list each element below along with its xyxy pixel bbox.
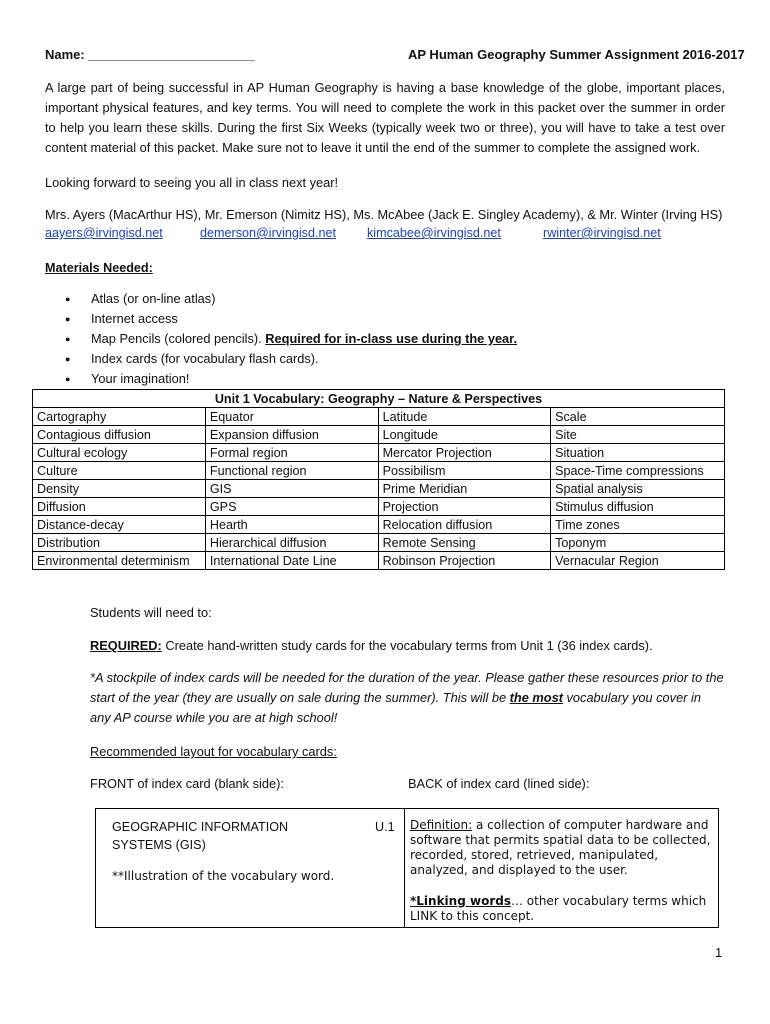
front-label: FRONT of index card (blank side): bbox=[90, 776, 284, 791]
bullet-icon: ● bbox=[65, 354, 71, 364]
table-cell: Space-Time compressions bbox=[551, 462, 725, 480]
required-note: Required for in-class use during the year. bbox=[265, 331, 518, 346]
table-cell: Spatial analysis bbox=[551, 480, 725, 498]
table-row bbox=[33, 480, 725, 498]
back-label: BACK of index card (lined side): bbox=[408, 776, 590, 791]
table-cell: Longitude bbox=[378, 426, 551, 444]
table-row bbox=[33, 552, 725, 570]
table-cell: Projection bbox=[378, 498, 551, 516]
list-item: ● Your imagination! bbox=[65, 369, 517, 389]
table-cell: Relocation diffusion bbox=[378, 516, 551, 534]
table-cell: Environmental determinism bbox=[33, 552, 206, 570]
card-definition: Definition: a collection of computer hardware and software that permits spatial data to be collected, recorded, stored, retrieved, manipulated, analyzed, and displayed to the user. bbox=[410, 818, 711, 877]
table-cell: Site bbox=[551, 426, 725, 444]
name-field-label: Name: _______________________ bbox=[45, 47, 255, 62]
materials-heading: Materials Needed: bbox=[45, 261, 153, 275]
bullet-icon: ● bbox=[65, 374, 71, 384]
table-cell: Vernacular Region bbox=[551, 552, 725, 570]
vocabulary-table bbox=[32, 389, 725, 570]
list-item: ● Map Pencils (colored pencils). Required for in-class use during the year. bbox=[65, 329, 517, 349]
list-item: ● Internet access bbox=[65, 309, 517, 329]
table-cell: Cultural ecology bbox=[33, 444, 206, 462]
email-link-winter[interactable]: rwinter@irvingisd.net bbox=[543, 226, 661, 240]
table-cell: Robinson Projection bbox=[378, 552, 551, 570]
teachers-line: Mrs. Ayers (MacArthur HS), Mr. Emerson (Nimitz HS), Ms. McAbee (Jack E. Singley Academy), & Mr. Winter (Irving HS) bbox=[45, 207, 723, 222]
table-cell: Mercator Projection bbox=[378, 444, 551, 462]
bullet-icon: ● bbox=[65, 314, 71, 324]
table-cell: Cartography bbox=[33, 408, 206, 426]
table-cell: GPS bbox=[205, 498, 378, 516]
card-linking-words: *Linking words… other vocabulary terms which LINK to this concept. bbox=[410, 894, 707, 923]
email-link-mcabee[interactable]: kimcabee@irvingisd.net bbox=[367, 226, 501, 240]
table-row bbox=[33, 516, 725, 534]
table-cell: Equator bbox=[205, 408, 378, 426]
students-lead: Students will need to: bbox=[90, 605, 212, 620]
card-divider bbox=[404, 809, 405, 927]
table-cell: Diffusion bbox=[33, 498, 206, 516]
table-cell: Density bbox=[33, 480, 206, 498]
table-row bbox=[33, 498, 725, 516]
email-link-emerson[interactable]: demerson@irvingisd.net bbox=[200, 226, 336, 240]
table-cell: Remote Sensing bbox=[378, 534, 551, 552]
index-card-note: *A stockpile of index cards will be needed for the duration of the year. Please gather these resources prior to the start of the year (they are usually on sale during the summer). This will be the most vocabulary you cover in any AP course while you are at high school! bbox=[90, 670, 724, 725]
table-row bbox=[33, 408, 725, 426]
table-cell: Distribution bbox=[33, 534, 206, 552]
bullet-icon: ● bbox=[65, 294, 71, 304]
closing-line: Looking forward to seeing you all in class next year! bbox=[45, 175, 339, 190]
table-cell: Scale bbox=[551, 408, 725, 426]
materials-list bbox=[65, 289, 517, 389]
layout-heading: Recommended layout for vocabulary cards: bbox=[90, 744, 337, 759]
table-cell: Functional region bbox=[205, 462, 378, 480]
table-cell: GIS bbox=[205, 480, 378, 498]
table-cell: Situation bbox=[551, 444, 725, 462]
table-cell: International Date Line bbox=[205, 552, 378, 570]
required-instruction: REQUIRED: Create hand-written study cards for the vocabulary terms from Unit 1 (36 index cards). bbox=[90, 638, 653, 653]
list-item: ● Index cards (for vocabulary flash cards). bbox=[65, 349, 517, 369]
table-cell: Possibilism bbox=[378, 462, 551, 480]
table-cell: Distance-decay bbox=[33, 516, 206, 534]
table-cell: Hierarchical diffusion bbox=[205, 534, 378, 552]
page-title: AP Human Geography Summer Assignment 2016-2017 bbox=[408, 47, 745, 62]
table-cell: Contagious diffusion bbox=[33, 426, 206, 444]
table-cell: Prime Meridian bbox=[378, 480, 551, 498]
table-cell: Latitude bbox=[378, 408, 551, 426]
card-term: GEOGRAPHIC INFORMATION SYSTEMS (GIS) bbox=[112, 820, 289, 852]
vocabulary-table-title: Unit 1 Vocabulary: Geography – Nature & Perspectives bbox=[33, 390, 725, 408]
email-link-ayers[interactable]: aayers@irvingisd.net bbox=[45, 226, 163, 240]
table-row bbox=[33, 462, 725, 480]
card-illustration-note: **Illustration of the vocabulary word. bbox=[112, 869, 335, 883]
page-number: 1 bbox=[715, 945, 723, 960]
card-unit: U.1 bbox=[375, 820, 395, 834]
table-cell: Expansion diffusion bbox=[205, 426, 378, 444]
table-row bbox=[33, 444, 725, 462]
intro-paragraph: A large part of being successful in AP Human Geography is having a base knowledge of the globe, important places, important physical features, and key terms. You will need to complete the work in this packet over the summer in order to help you learn these skills. During the first Six Weeks (typically week two or three), you will have to take a test over content material of this packet. Make sure not to leave it until the end of the summer to complete the assigned work. bbox=[45, 80, 725, 155]
table-cell: Hearth bbox=[205, 516, 378, 534]
table-row bbox=[33, 534, 725, 552]
table-row bbox=[33, 426, 725, 444]
bullet-icon: ● bbox=[65, 334, 71, 344]
table-cell: Time zones bbox=[551, 516, 725, 534]
table-cell: Stimulus diffusion bbox=[551, 498, 725, 516]
table-cell: Formal region bbox=[205, 444, 378, 462]
list-item: ● Atlas (or on-line atlas) bbox=[65, 289, 517, 309]
table-cell: Culture bbox=[33, 462, 206, 480]
table-cell: Toponym bbox=[551, 534, 725, 552]
sample-index-card bbox=[95, 808, 719, 928]
